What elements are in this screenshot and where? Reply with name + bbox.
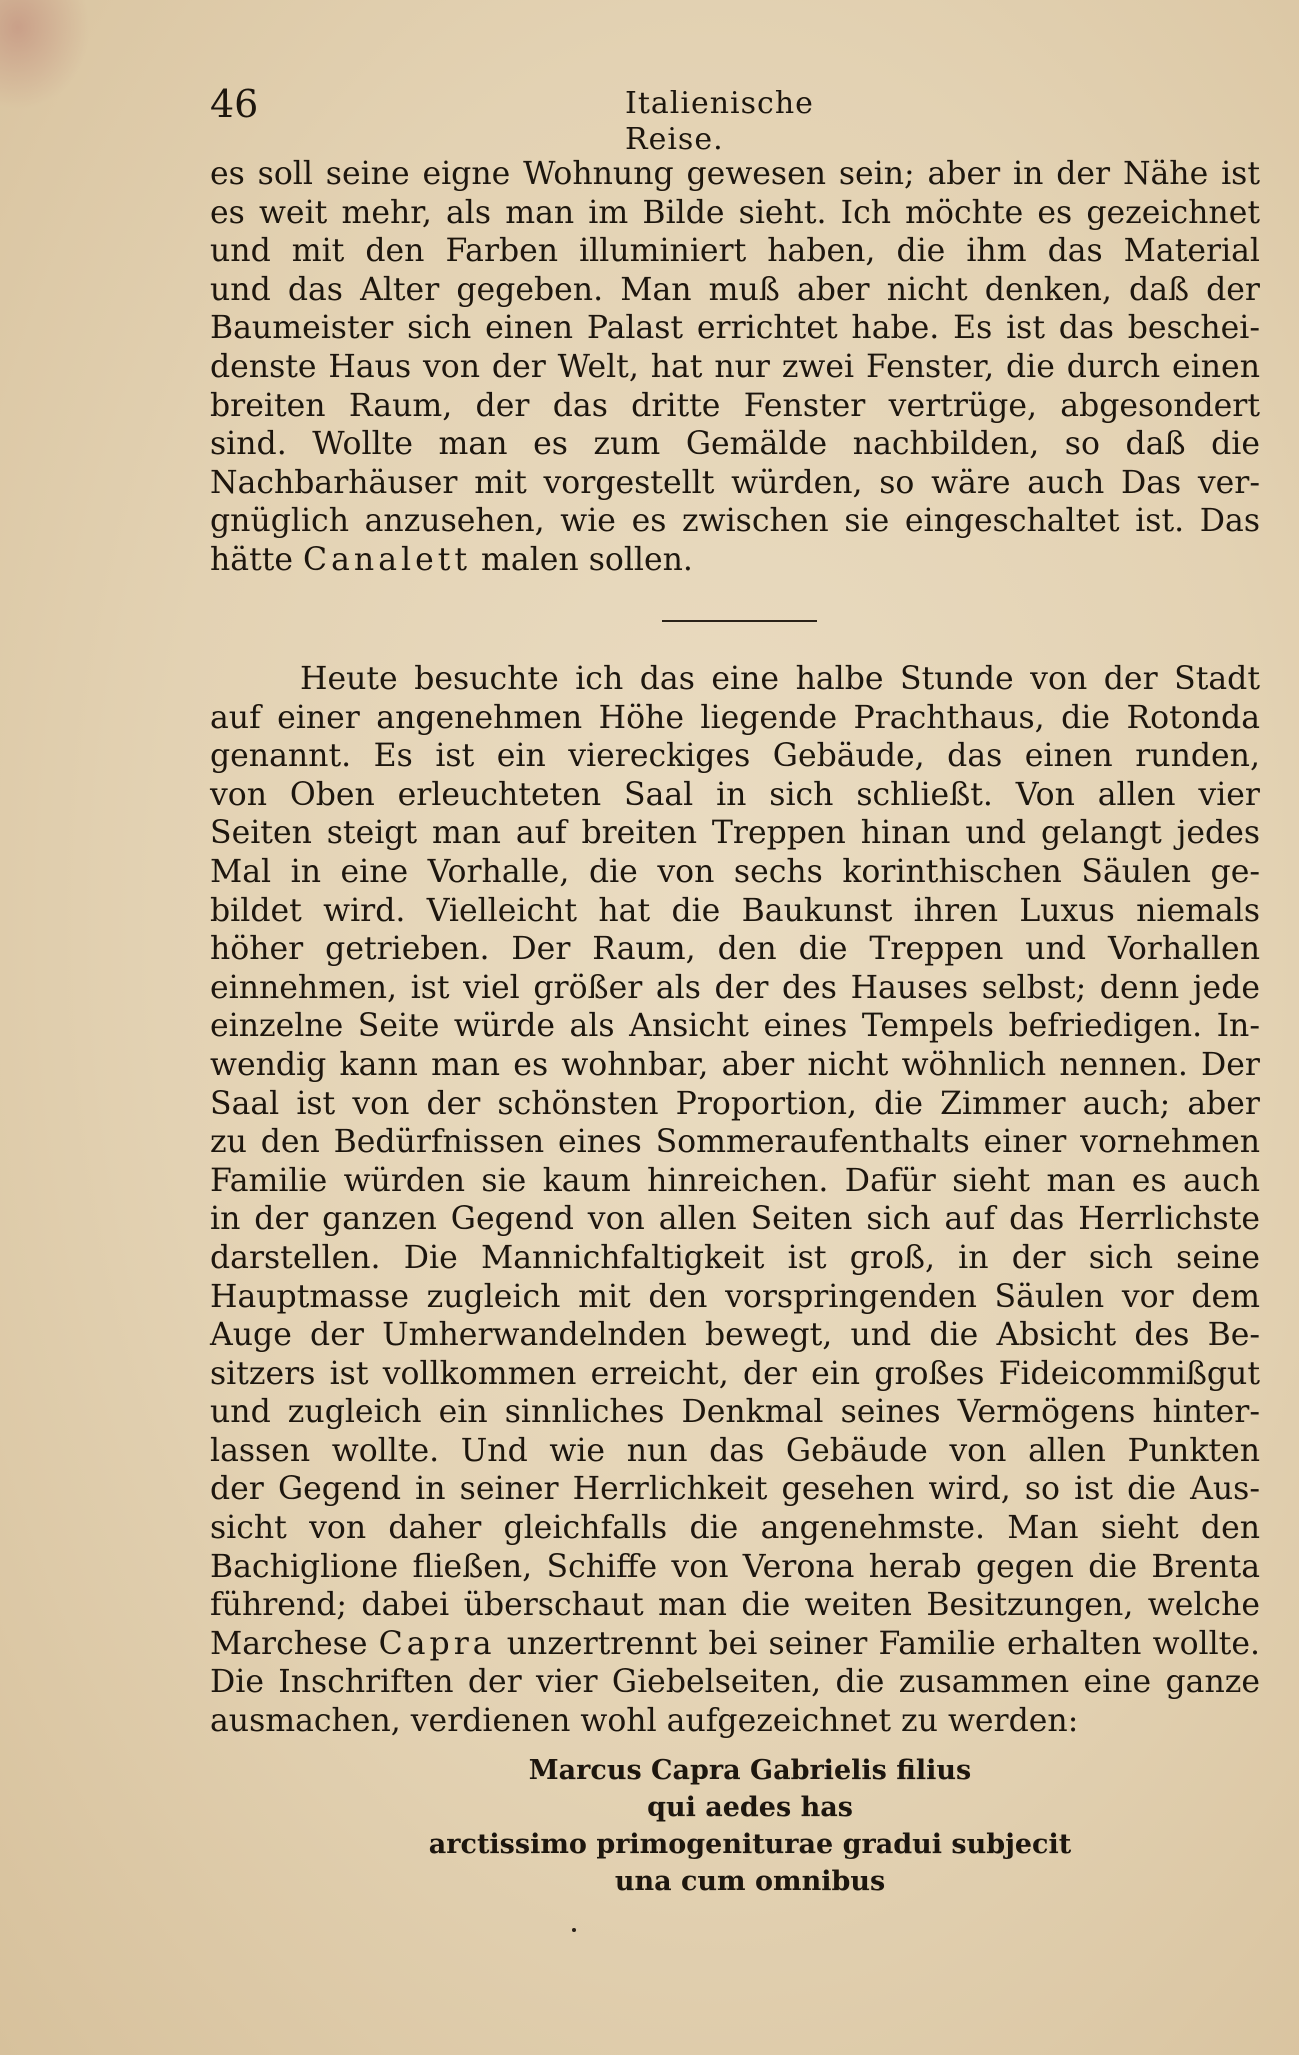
text-line: Bachiglione fließen, Schiffe von Verona herab gegen die Brenta [210, 1548, 1260, 1585]
text-line-last [210, 541, 1260, 580]
text-fragment: Marchese [210, 1625, 379, 1662]
running-head: Italienische Reise. [625, 86, 814, 157]
paragraph-rotonda [210, 660, 1260, 1741]
text-line: denste Haus von der Welt, hat nur zwei Fenster, die durch einen [210, 348, 1260, 385]
paragraph-house-description [210, 155, 1260, 580]
text-line: höher getrieben. Der Raum, den die Treppen und Vorhallen [210, 931, 1260, 968]
text-line: Heute besuchte ich das eine halbe Stunde von der Stadt [300, 661, 1260, 697]
text-line: führend; dabei überschaut man die weiten Besitzungen, welche [210, 1587, 1260, 1624]
text-line: in der ganzen Gegend von allen Seiten sich auf das Herrlichste [210, 1201, 1260, 1238]
text-line: Seiten steigt man auf breiten Treppen hinan und gelangt jedes [210, 815, 1260, 852]
text-line: Die Inschriften der vier Giebelseiten, die zusammen eine ganze [210, 1664, 1260, 1701]
spaced-name: Canalett [303, 541, 472, 578]
page-header [210, 82, 850, 157]
text-line: sitzers ist vollkommen erreicht, der ein großes Fideicommißgut [210, 1355, 1260, 1392]
inscription-line: una cum omnibus [614, 1866, 886, 1897]
text-line: Mal in eine Vorhalle, die von sechs korinthischen Säulen ge- [210, 853, 1260, 890]
inscription-line: qui aedes has [647, 1792, 853, 1823]
latin-inscription [300, 1752, 1200, 1900]
inscription-line: Marcus Capra Gabrielis filius [528, 1755, 972, 1786]
text-line [210, 1625, 1260, 1664]
text-line: Nachbarhäuser mit vorgestellt würden, so wäre auch Das ver- [210, 464, 1260, 501]
text-line: Hauptmasse zugleich mit den vorspringenden Säulen vor dem [210, 1278, 1260, 1315]
text-fragment: hätte [210, 541, 304, 578]
text-line: Baumeister sich einen Palast errichtet habe. Es ist das beschei- [210, 310, 1260, 347]
inscription-line: arctissimo primogeniturae gradui subjecit [428, 1829, 1072, 1860]
text-line: sind. Wollte man es zum Gemälde nachbilden, so daß die [210, 426, 1260, 463]
text-line: breiten Raum, der das dritte Fenster vertrüge, abgesondert [210, 387, 1260, 424]
text-line: Familie würden sie kaum hinreichen. Dafür sieht man es auch [210, 1162, 1260, 1199]
text-fragment: malen sollen. [471, 541, 693, 578]
text-line: zu den Bedürfnissen eines Sommeraufenthalts einer vornehmen [210, 1124, 1260, 1161]
text-line: darstellen. Die Mannichfaltigkeit ist groß, in der sich seine [210, 1239, 1260, 1276]
text-line: genannt. Es ist ein viereckiges Gebäude, das einen runden, [210, 738, 1260, 775]
text-line: auf einer angenehmen Höhe liegende Prachthaus, die Rotonda [210, 699, 1260, 736]
text-line: und das Alter gegeben. Man muß aber nicht denken, daß der [210, 271, 1260, 308]
text-line: und mit den Farben illuminiert haben, die ihm das Material [210, 233, 1260, 270]
ink-speck [572, 1928, 576, 1932]
text-line: es weit mehr, als man im Bilde sieht. Ich möchte es gezeichnet [210, 194, 1260, 231]
text-line: es soll seine eigne Wohnung gewesen sein; aber in der Nähe ist [210, 156, 1260, 192]
text-line: bildet wird. Vielleicht hat die Baukunst ihren Luxus niemals [210, 892, 1260, 929]
text-line: einnehmen, ist viel größer als der des Hauses selbst; denn jede [210, 969, 1260, 1006]
page-stain [0, 0, 90, 110]
text-line: sicht von daher gleichfalls die angenehmste. Man sieht den [210, 1510, 1260, 1547]
text-fragment: unzertrennt bei seiner Familie erhalten wollte. [495, 1625, 1260, 1662]
text-line: der Gegend in seiner Herrlichkeit gesehen wird, so ist die Aus- [210, 1471, 1260, 1508]
section-divider [662, 620, 817, 622]
text-line: und zugleich ein sinnliches Denkmal seines Vermögens hinter- [210, 1394, 1260, 1431]
text-line: Auge der Umherwandelnden bewegt, und die Absicht des Be- [210, 1317, 1260, 1354]
text-line: gnüglich anzusehen, wie es zwischen sie eingeschaltet ist. Das [210, 503, 1260, 540]
page-number: 46 [210, 82, 259, 126]
text-line: Saal ist von der schönsten Proportion, die Zimmer auch; aber [210, 1085, 1260, 1122]
text-line: lassen wollte. Und wie nun das Gebäude von allen Punkten [210, 1432, 1260, 1469]
text-line: von Oben erleuchteten Saal in sich schließt. Von allen vier [210, 776, 1260, 813]
text-line-last: ausmachen, verdienen wohl aufgezeichnet zu werden: [210, 1703, 1079, 1740]
spaced-name: Capra [378, 1625, 496, 1662]
text-line: wendig kann man es wohnbar, aber nicht wöhnlich nennen. Der [210, 1046, 1260, 1083]
text-line: einzelne Seite würde als Ansicht eines Tempels befriedigen. In- [210, 1008, 1260, 1045]
